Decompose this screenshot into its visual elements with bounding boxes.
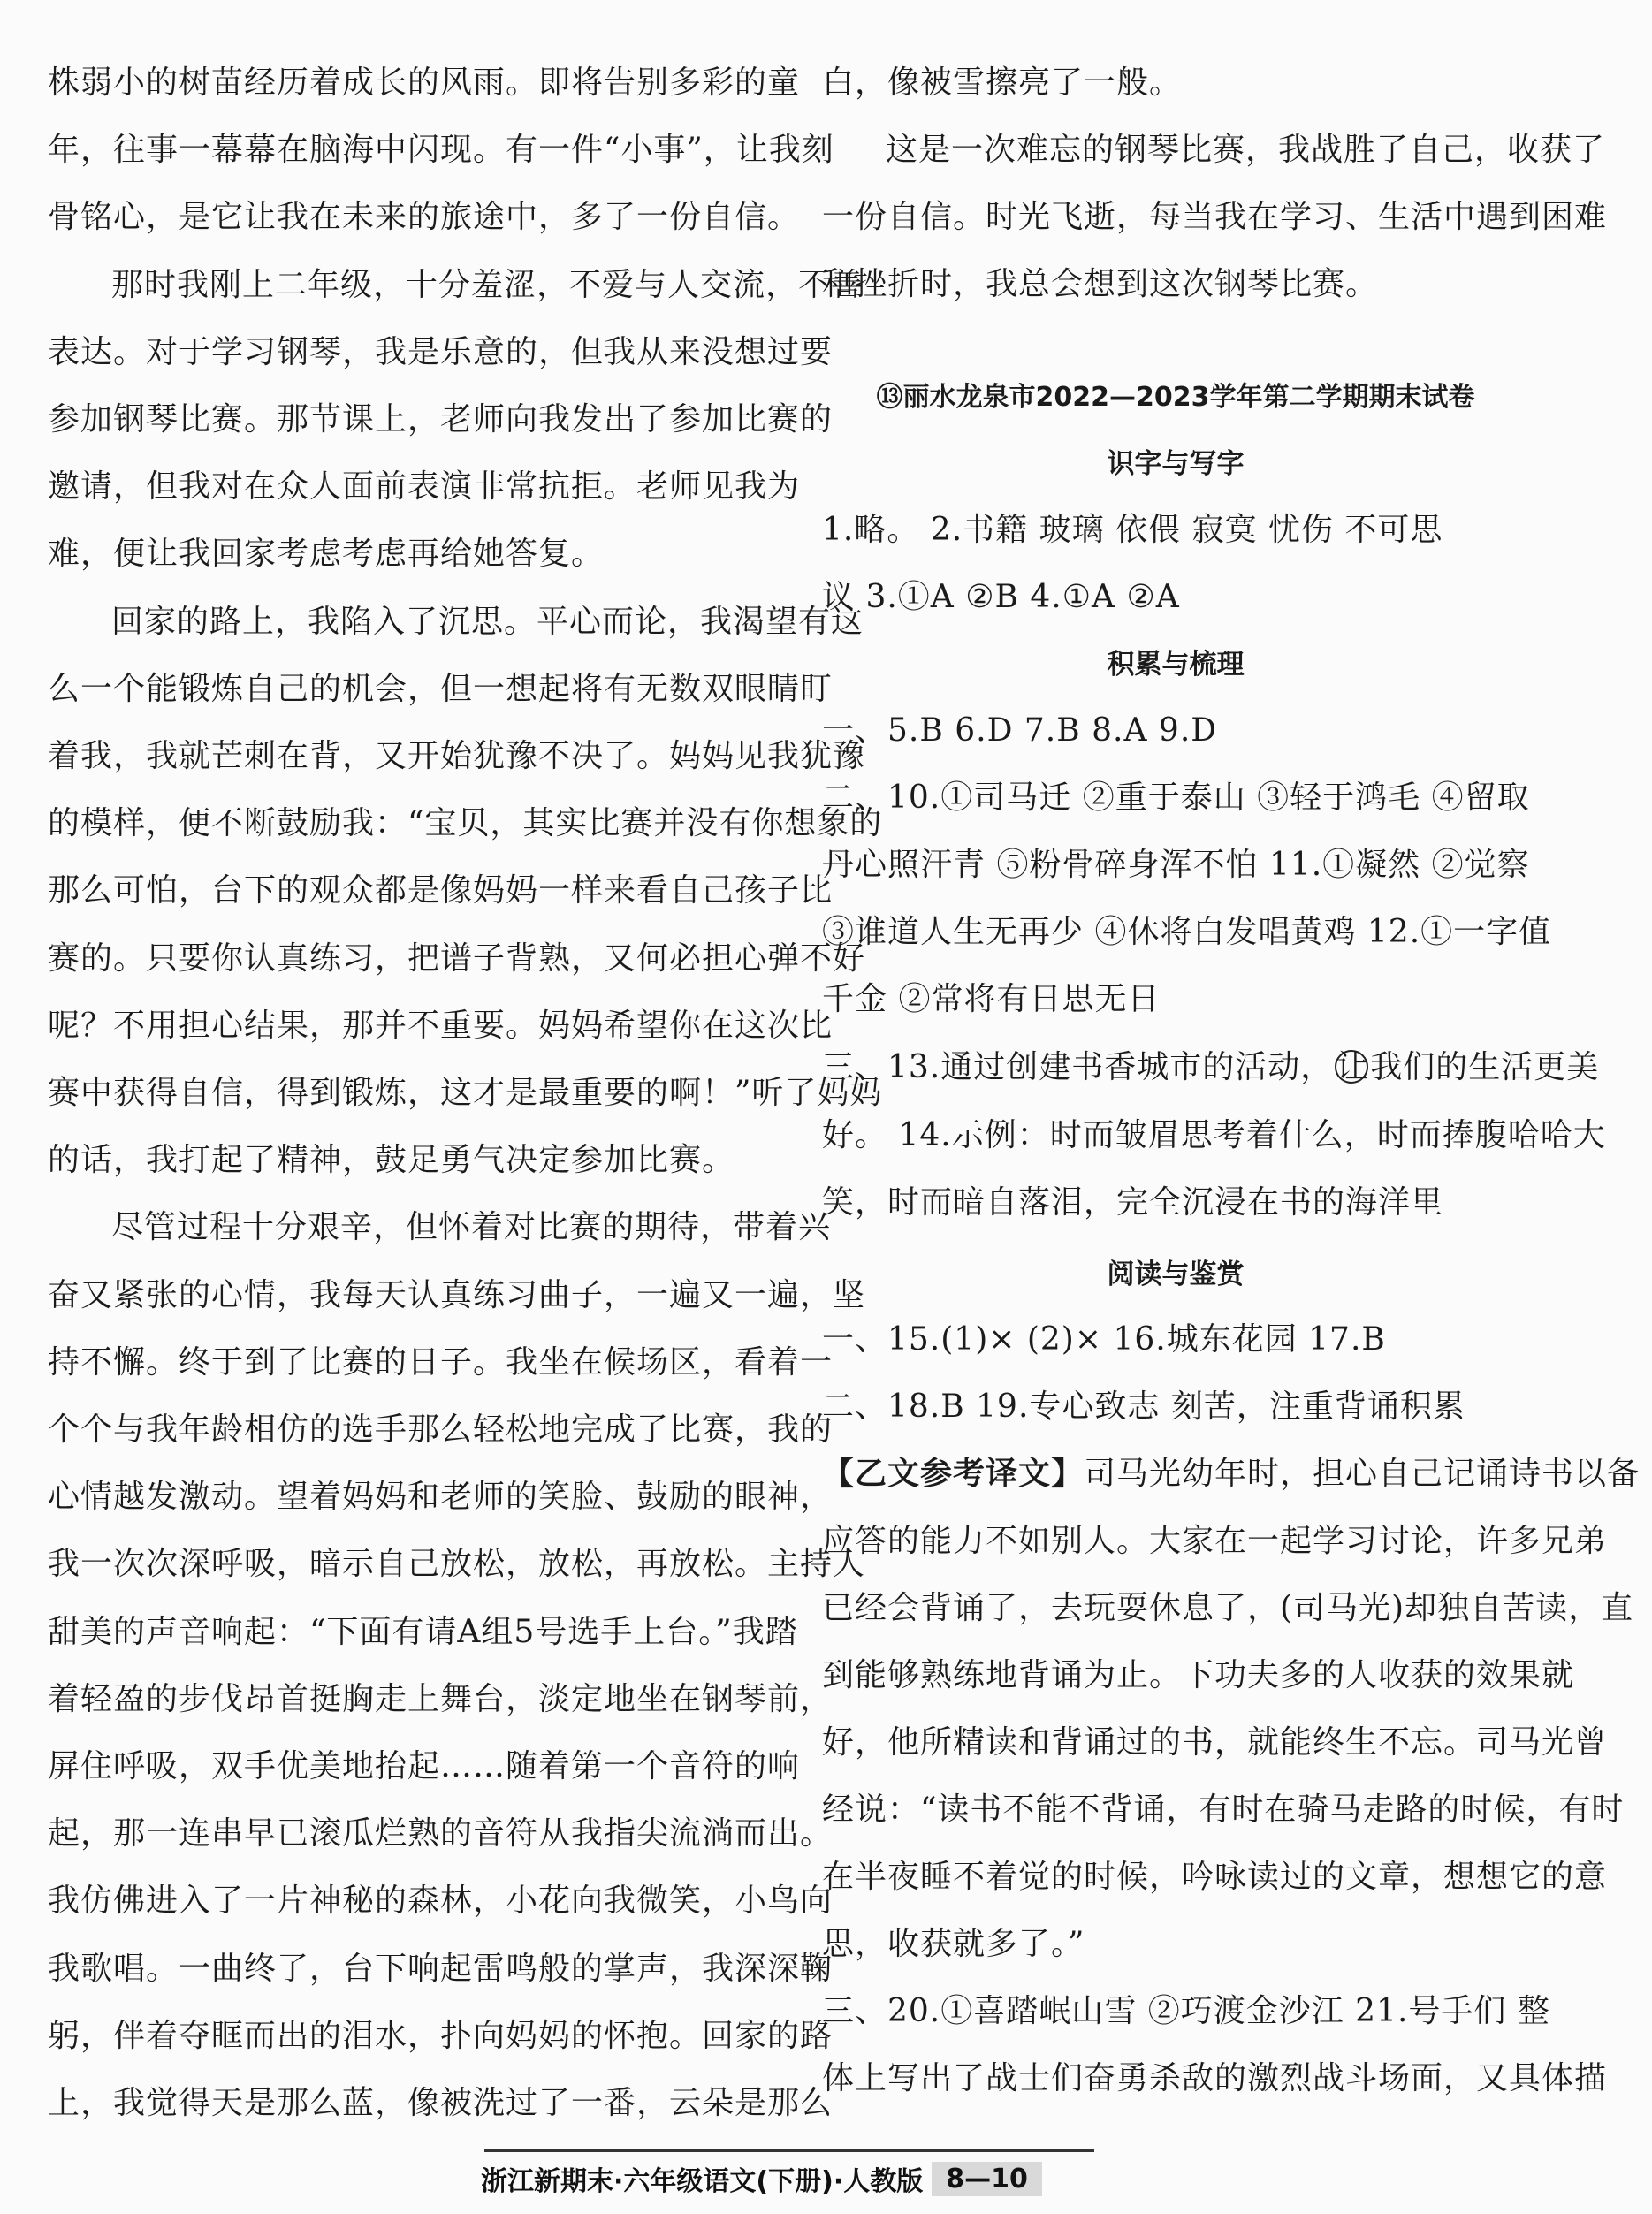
text-line: 那么可怕，台下的观众都是像妈妈一样来看自己孩子比: [48, 872, 834, 909]
text-line: 思，收获就多了。”: [822, 1926, 1085, 1962]
text-line: 躬，伴着夺眶而出的泪水，扑向妈妈的怀抱。回家的路: [48, 2017, 834, 2054]
text-line: 我一次次深呼吸，暗示自己放松，放松，再放松。主持人: [48, 1546, 866, 1583]
text-line: 这是一次难忘的钢琴比赛，我战胜了自己，收获了: [886, 132, 1606, 168]
text-line: 屏住呼吸，双手优美地抬起……随着第一个音符的响: [48, 1748, 801, 1784]
text-line: 体上写出了战士们奋勇杀敌的激烈战斗场面，又具体描: [822, 2060, 1608, 2096]
text-line: 骨铭心，是它让我在未来的旅途中，多了一份自信。: [48, 199, 801, 236]
text-line: 丹心照汗青 ⑤粉骨碎身浑不怕 11.①凝然 ②觉察: [822, 847, 1530, 883]
text-line: 尽管过程十分艰辛，但怀着对比赛的期待，带着兴: [111, 1209, 832, 1246]
text-line: 表达。对于学习钢琴，我是乐意的，但我从来没想过要: [48, 333, 834, 370]
text-line: 那时我刚上二年级，十分羞涩，不爱与人交流，不善: [111, 266, 864, 303]
text-line: 着轻盈的步伐昂首挺胸走上舞台，淡定地坐在钢琴前，: [48, 1680, 834, 1717]
q13-text-before: 三、13.通过创建书香城市的活动，: [822, 1049, 1334, 1085]
text-line: 心情越发激动。望着妈妈和老师的笑脸、鼓励的眼神，: [48, 1479, 834, 1516]
text-line: 奋又紧张的心情，我每天认真练习曲子，一遍又一遍，坚: [48, 1276, 866, 1313]
text-line: 个个与我年龄相仿的选手那么轻松地完成了比赛，我的: [48, 1411, 834, 1448]
footer: [481, 2157, 1042, 2201]
text-line: 持不懈。终于到了比赛的日子。我坐在候场区，看着一: [48, 1343, 834, 1381]
text-line: 邀请，但我对在众人面前表演非常抗拒。老师见我为: [48, 468, 801, 506]
text-line: 回家的路上，我陷入了沉思。平心而论，我渴望有这: [111, 603, 864, 640]
text-line: 么一个能锻炼自己的机会，但一想起将有无数双眼睛盯: [48, 670, 834, 707]
text-line: 三、20.①喜踏岷山雪 ②巧渡金沙江 21.号手们 整: [822, 1993, 1550, 2029]
text-line: 议 3.①A ②B 4.①A ②A: [822, 579, 1180, 615]
q13-text-after: 我们的生活更美: [1370, 1049, 1600, 1085]
text-line: 的话，我打起了精神，鼓足勇气决定参加比赛。: [48, 1142, 735, 1179]
translation-first-line: [822, 1455, 1640, 1494]
text-line: 参加钢琴比赛。那节课上，老师向我发出了参加比赛的: [48, 401, 834, 437]
section-title-accumulation: 积累与梳理: [1107, 649, 1245, 681]
text-line: 我仿佛进入了一片神秘的森林，小花向我微笑，小鸟向: [48, 1883, 834, 1920]
text-line: 甜美的声音响起：“下面有请A组5号选手上台。”我踏: [48, 1613, 798, 1650]
text-line: 经说：“读书不能不背诵，有时在骑马走路的时候，有时: [822, 1792, 1625, 1828]
text-line: 二、10.①司马迁 ②重于泰山 ③轻于鸿毛 ④留取: [822, 780, 1530, 816]
section-title-literacy: 识字与写字: [1107, 448, 1245, 480]
text-line: 的模样，便不断鼓励我：“宝贝，其实比赛并没有你想象的: [48, 805, 883, 842]
text-line: 和挫折时，我总会想到这次钢琴比赛。: [822, 266, 1379, 302]
question-13-line: [822, 1048, 1599, 1087]
exam-title: ⑬丽水龙泉市2022—2023学年第二学期期末试卷: [876, 382, 1475, 413]
section-title-reading: 阅读与鉴赏: [1107, 1259, 1245, 1290]
text-line: 在半夜睡不着觉的时候，吟咏读过的文章，想想它的意: [822, 1859, 1608, 1895]
circled-character: 让: [1336, 1049, 1370, 1085]
text-line: 好。 14.示例：时而皱眉思考着什么，时而捧腹哈哈大: [822, 1117, 1606, 1153]
text-line: 株弱小的树苗经历着成长的风雨。即将告别多彩的童: [48, 65, 801, 101]
text-line: 赛的。只要你认真练习，把谱子背熟，又何必担心弹不好: [48, 940, 866, 977]
text-line: 白，像被雪擦亮了一般。: [822, 65, 1183, 101]
text-line: 难，便让我回家考虑考虑再给她答复。: [48, 536, 605, 573]
text-line: 着我，我就芒刺在背，又开始犹豫不决了。妈妈见我犹豫: [48, 738, 866, 774]
text-line: 到能够熟练地背诵为止。下功夫多的人收获的效果就: [822, 1657, 1575, 1693]
text-line: 二、18.B 19.专心致志 刻苦，注重背诵积累: [822, 1389, 1465, 1425]
text-line: ③谁道人生无再少 ④休将白发唱黄鸡 12.①一字值: [822, 914, 1552, 950]
footer-divider: [484, 2149, 1094, 2152]
text-line: 千金 ②常将有日思无日: [822, 981, 1161, 1017]
page-number: 8—10: [932, 2162, 1042, 2196]
text-line: 一、5.B 6.D 7.B 8.A 9.D: [822, 712, 1218, 749]
text-line: 我歌唱。一曲终了，台下响起雷鸣般的掌声，我深深鞠: [48, 1950, 834, 1987]
text-line: 一份自信。时光飞逝，每当我在学习、生活中遇到困难: [822, 199, 1608, 235]
footer-title: 浙江新期末·六年级语文(下册)·人教版: [481, 2166, 924, 2197]
text-line: 笑，时而暗自落泪，完全沉浸在书的海洋里: [822, 1184, 1444, 1221]
text-line: 年，往事一幕幕在脑海中闪现。有一件“小事”，让我刻: [48, 132, 834, 169]
text-line: 一、15.(1)× (2)× 16.城东花园 17.B: [822, 1321, 1386, 1358]
text-line: 应答的能力不如别人。大家在一起学习讨论，许多兄弟: [822, 1523, 1608, 1559]
text-line: 好，他所精读和背诵过的书，就能终生不忘。司马光曾: [822, 1724, 1608, 1761]
text-line: 起，那一连串早已滚瓜烂熟的音符从我指尖流淌而出。: [48, 1815, 834, 1853]
translation-first-text: 司马光幼年时，担心自己记诵诗书以备: [1084, 1456, 1641, 1492]
text-line: 1.略。 2.书籍 玻璃 依偎 寂寞 忧伤 不可思: [822, 512, 1443, 548]
text-line: 已经会背诵了，去玩耍休息了，(司马光)却独自苦读，直: [822, 1590, 1634, 1626]
text-line: 呢？不用担心结果，那并不重要。妈妈希望你在这次比: [48, 1007, 834, 1044]
translation-label: 【乙文参考译文】: [822, 1456, 1085, 1492]
text-line: 赛中获得自信，得到锻炼，这才是最重要的啊！”听了妈妈: [48, 1075, 883, 1111]
text-line: 上，我觉得天是那么蓝，像被洗过了一番，云朵是那么: [48, 2085, 834, 2121]
